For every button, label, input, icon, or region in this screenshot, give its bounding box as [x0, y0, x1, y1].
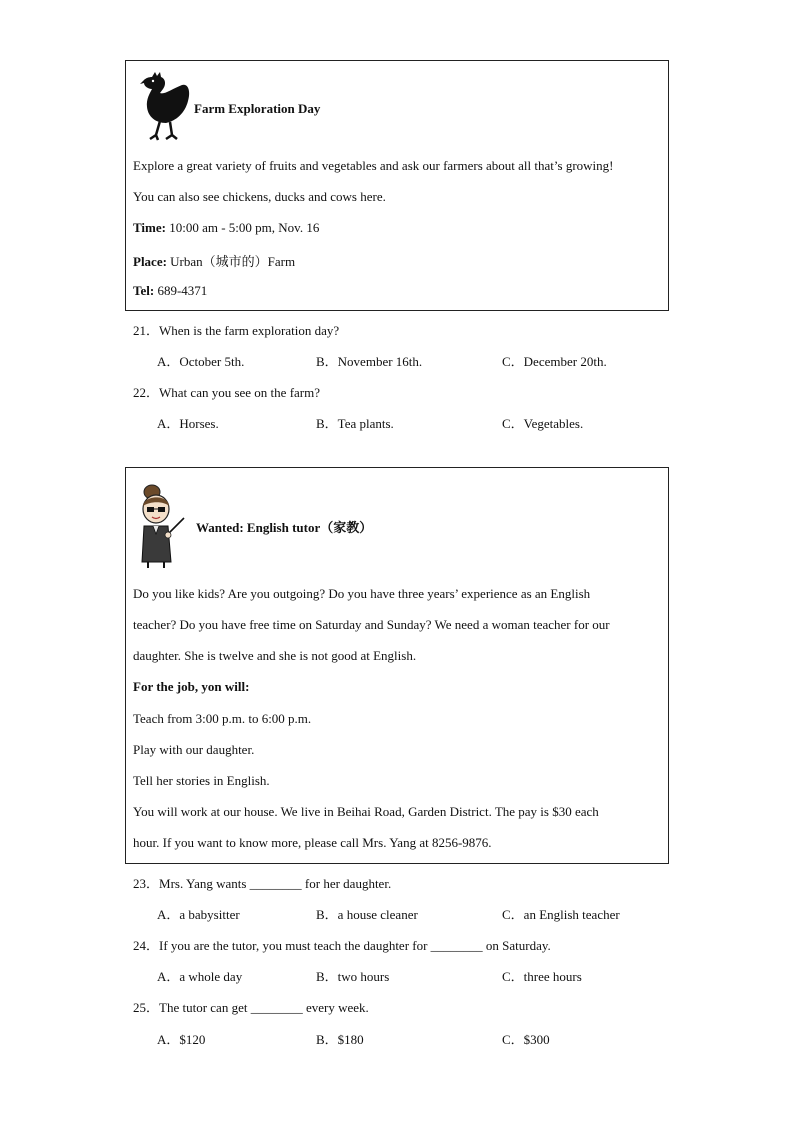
work-info-line-2: hour. If you want to know more, please call Mrs. Yang at 8256-9876. — [133, 835, 492, 850]
job-duty-1: Teach from 3:00 p.m. to 6:00 p.m. — [133, 711, 312, 726]
option-24-b[interactable]: B．two hours — [316, 969, 390, 984]
option-22-b[interactable]: B．Tea plants. — [316, 416, 394, 431]
option-22-a[interactable]: A．Horses. — [157, 416, 219, 431]
job-duty-3: Tell her stories in English. — [133, 773, 270, 788]
option-25-b[interactable]: B．$180 — [316, 1032, 364, 1047]
option-21-a[interactable]: A．October 5th. — [157, 354, 245, 369]
option-23-a[interactable]: A．a babysitter — [157, 907, 240, 922]
tutor-para-line-1: Do you like kids? Are you outgoing? Do you have three years’ experience as an English — [133, 586, 591, 601]
farm-tel — [133, 283, 207, 299]
farm-description-line-1: Explore a great variety of fruits and vegetables and ask our farmers about all that’s growing! — [133, 158, 614, 173]
time-value: 10:00 am - 5:00 pm, Nov. 16 — [169, 220, 320, 235]
option-22-c[interactable]: C．Vegetables. — [502, 416, 584, 431]
tutor-para-line-2: teacher? Do you have free time on Saturday and Sunday? We need a woman teacher for our — [133, 617, 610, 632]
teacher-illustration — [136, 482, 188, 568]
tutor-para-line-3: daughter. She is twelve and she is not good at English. — [133, 648, 417, 663]
question-23: 23．Mrs. Yang wants ________ for her daughter. — [133, 876, 392, 891]
job-duty-2: Play with our daughter. — [133, 742, 255, 757]
option-21-b[interactable]: B．November 16th. — [316, 354, 423, 369]
farm-notice-box — [125, 60, 669, 311]
place-label: Place: — [133, 254, 167, 269]
option-25-a[interactable]: A．$120 — [157, 1032, 206, 1047]
option-24-c[interactable]: C．three hours — [502, 969, 582, 984]
farm-place — [133, 251, 295, 270]
option-23-c[interactable]: C．an English teacher — [502, 907, 620, 922]
option-25-c[interactable]: C．$300 — [502, 1032, 550, 1047]
option-24-a[interactable]: A．a whole day — [157, 969, 243, 984]
question-25: 25．The tutor can get ________ every week. — [133, 1000, 369, 1015]
work-info-line-1: You will work at our house. We live in Beihai Road, Garden District. The pay is $30 each — [133, 804, 599, 819]
job-heading: For the job, yon will: — [133, 679, 250, 694]
farm-notice-title: Farm Exploration Day — [194, 101, 321, 116]
tutor-ad-box — [125, 467, 669, 864]
option-21-c[interactable]: C．December 20th. — [502, 354, 607, 369]
question-21: 21．When is the farm exploration day? — [133, 323, 340, 338]
option-23-b[interactable]: B．a house cleaner — [316, 907, 418, 922]
question-24: 24．If you are the tutor, you must teach the daughter for ________ on Saturday. — [133, 938, 551, 953]
time-label: Time: — [133, 220, 166, 235]
place-value: Urban（城市的）Farm — [170, 254, 296, 269]
chicken-icon — [138, 71, 192, 141]
tel-label: Tel: — [133, 283, 155, 298]
question-22: 22．What can you see on the farm? — [133, 385, 320, 400]
farm-description-line-2: You can also see chickens, ducks and cows here. — [133, 189, 386, 204]
farm-time — [133, 220, 319, 236]
tutor-ad-title: Wanted: English tutor（家教） — [196, 520, 373, 535]
tel-value: 689-4371 — [157, 283, 208, 298]
